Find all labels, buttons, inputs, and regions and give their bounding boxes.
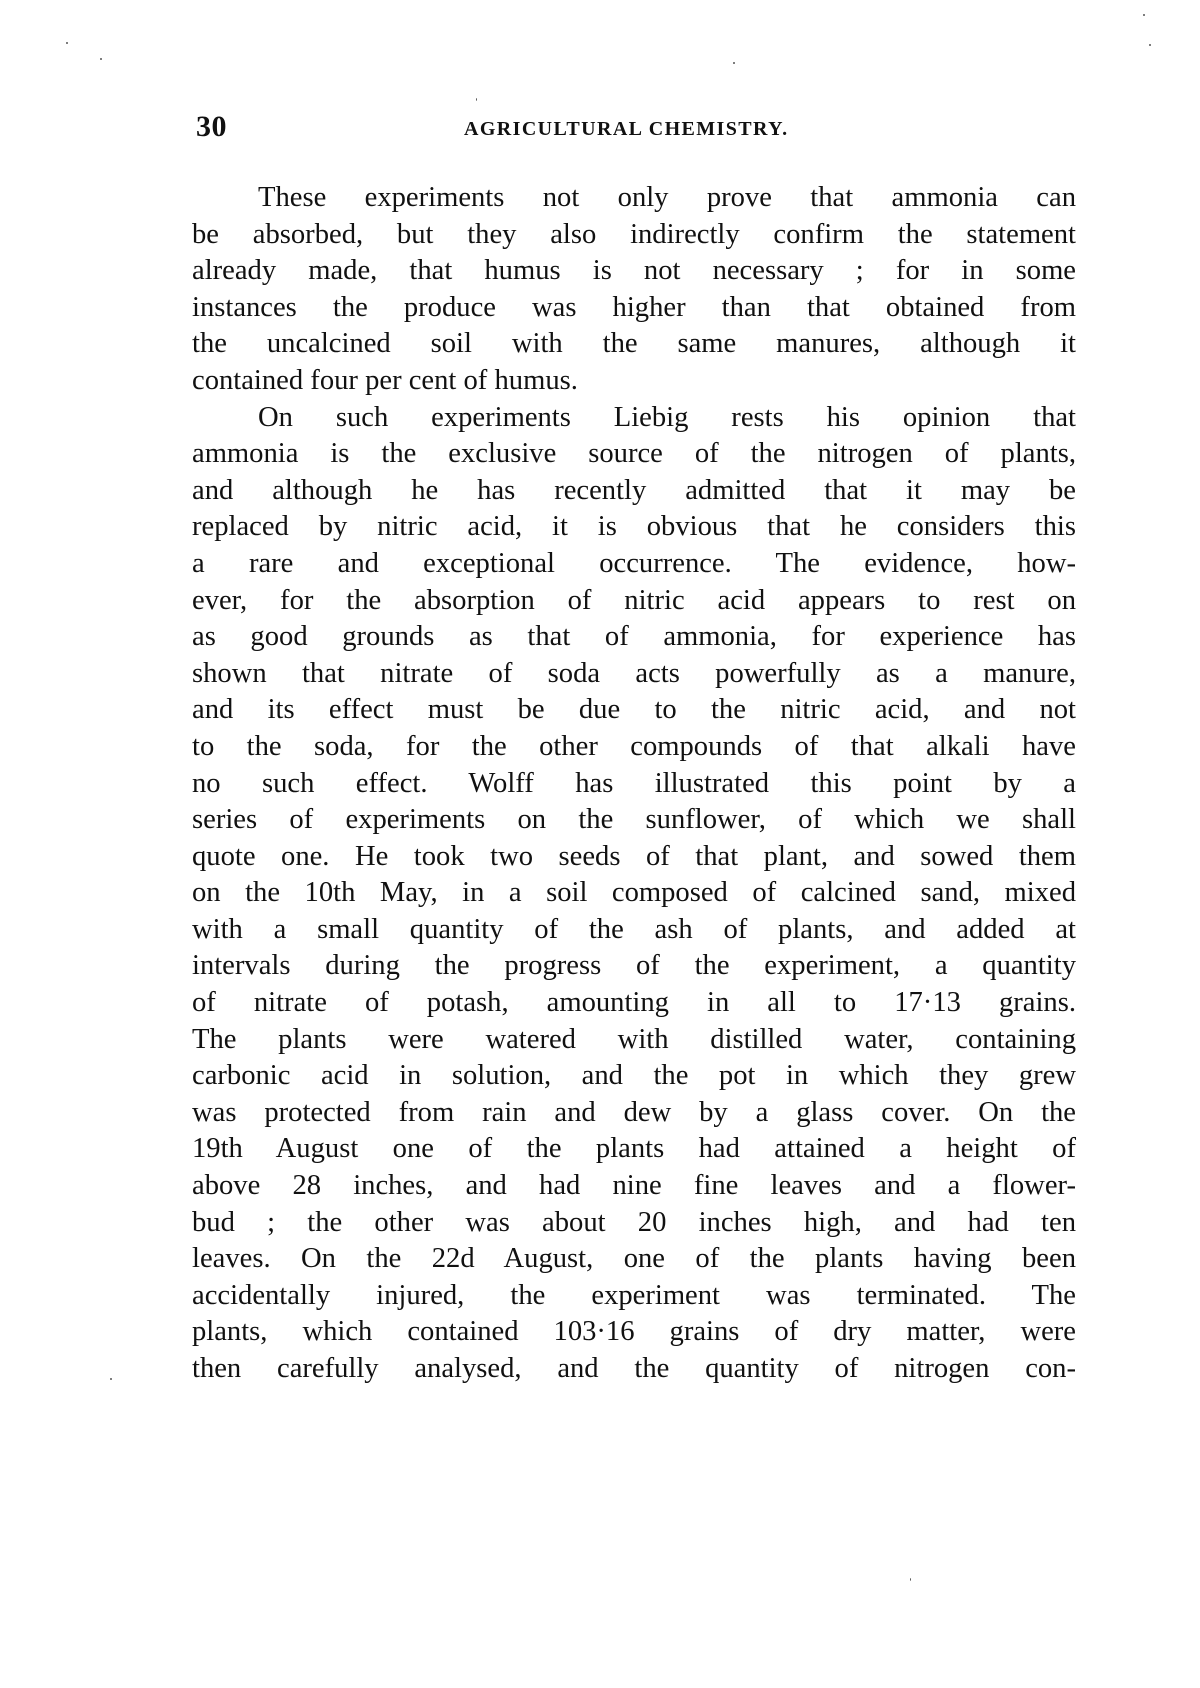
scan-speck [1149, 44, 1151, 46]
text-line: The plants were watered with distilled water, containing [192, 1023, 1076, 1055]
text-line: shown that nitrate of soda acts powerfully as a manure, [192, 657, 1076, 689]
text-line: above 28 inches, and had nine fine leaves and a flower- [192, 1170, 1076, 1202]
scan-speck [733, 62, 735, 64]
text-line: then carefully analysed, and the quantity of nitrogen con- [192, 1353, 1076, 1384]
text-line: be absorbed, but they also indirectly confirm the statement [192, 218, 1076, 250]
text-line: already made, that humus is not necessary ; for in some [192, 255, 1076, 287]
text-line: instances the produce was higher than that obtained from [192, 291, 1076, 323]
body-text [192, 180, 1076, 1388]
text-line: and its effect must be due to the nitric acid, and not [192, 694, 1076, 726]
scan-speck [1143, 14, 1145, 16]
text-line: leaves. On the 22d August, one of the plants having been [192, 1243, 1076, 1275]
scan-speck [910, 1578, 911, 1581]
text-line: carbonic acid in solution, and the pot in which they grew [192, 1060, 1076, 1092]
text-line: ammonia is the exclusive source of the nitrogen of plants, [192, 438, 1076, 470]
scan-speck [476, 98, 477, 101]
text-line: accidentally injured, the experiment was terminated. The [192, 1279, 1076, 1311]
text-line: plants, which contained 103·16 grains of dry matter, were [192, 1316, 1076, 1348]
page-number: 30 [196, 110, 227, 143]
text-line: and although he has recently admitted that it may be [192, 474, 1076, 506]
text-line: was protected from rain and dew by a glass cover. On the [192, 1096, 1076, 1128]
text-line: ever, for the absorption of nitric acid appears to rest on [192, 584, 1076, 616]
text-line: with a small quantity of the ash of plants, and added at [192, 913, 1076, 945]
running-head [196, 110, 1076, 150]
text-line: as good grounds as that of ammonia, for experience has [192, 621, 1076, 653]
text-line: contained four per cent of humus. [192, 364, 578, 396]
text-line: series of experiments on the sunflower, of which we shall [192, 804, 1076, 836]
text-line: bud ; the other was about 20 inches high, and had ten [192, 1206, 1076, 1238]
text-line: 19th August one of the plants had attained a height of [192, 1133, 1076, 1165]
text-line: on the 10th May, in a soil composed of calcined sand, mixed [192, 877, 1076, 909]
scan-speck [66, 42, 68, 44]
paragraph [192, 400, 1076, 1388]
scan-speck [110, 1378, 112, 1380]
scan-speck [100, 58, 102, 60]
text-line: the uncalcined soil with the same manures, although it [192, 328, 1076, 360]
text-line: of nitrate of potash, amounting in all to 17·13 grains. [192, 987, 1076, 1019]
text-line: a rare and exceptional occurrence. The evidence, how- [192, 547, 1076, 579]
text-line: to the soda, for the other compounds of that alkali have [192, 730, 1076, 762]
running-title: AGRICULTURAL CHEMISTRY. [464, 118, 789, 140]
text-line: replaced by nitric acid, it is obvious that he considers this [192, 511, 1076, 543]
text-line: intervals during the progress of the experiment, a quantity [192, 950, 1076, 982]
paragraph [192, 180, 1076, 400]
text-line: quote one. He took two seeds of that plant, and sowed them [192, 840, 1076, 872]
text-line: These experiments not only prove that ammonia can [258, 182, 1076, 213]
text-line: no such effect. Wolff has illustrated this point by a [192, 767, 1076, 799]
text-line: On such experiments Liebig rests his opinion that [258, 401, 1076, 433]
